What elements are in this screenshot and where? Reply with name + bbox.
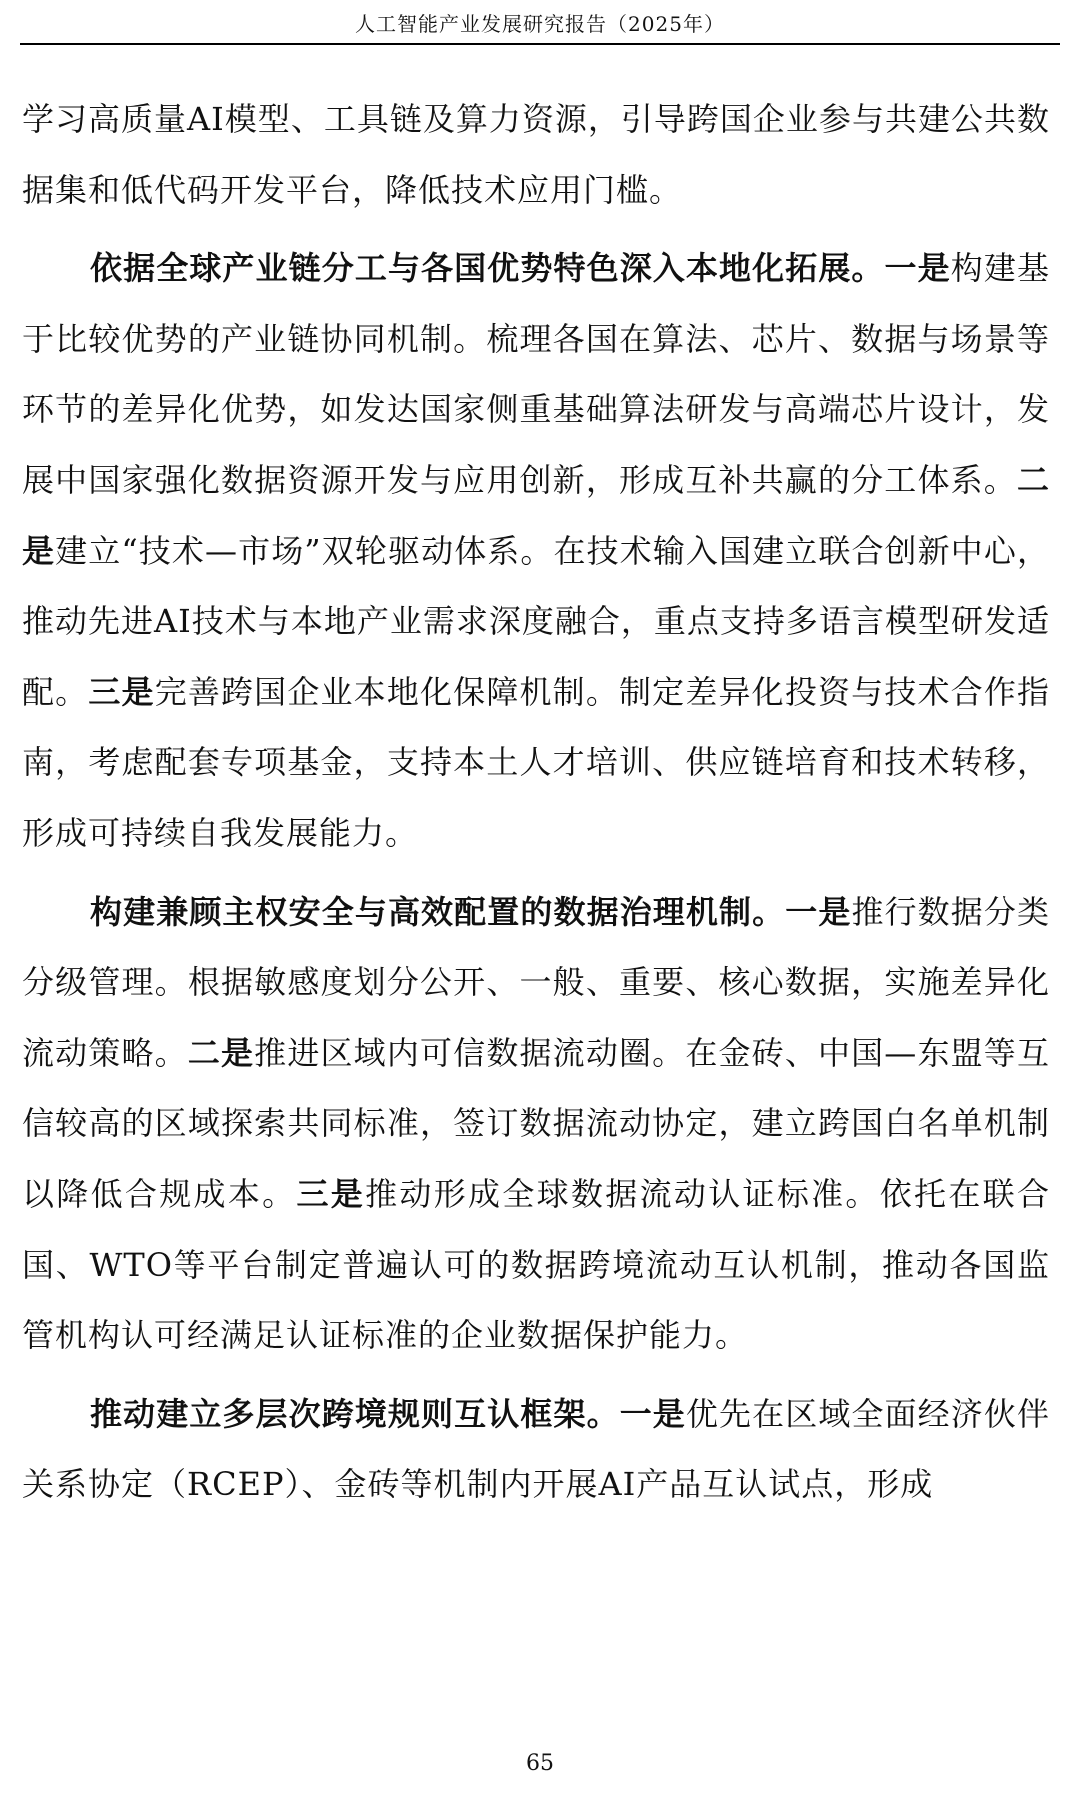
paragraph-mutual-recognition: [22, 1379, 1050, 1520]
text-run: 建立“技术—市场”双轮驱动体系。在技术输入国建立联合创新中心，推动先进AI技术与本地产业需求深度融合，重点支持多语言模型研发适配。: [22, 531, 1050, 711]
text-run: 优先在区域全面经济伙伴关系协定（RCEP）、金砖等机制内开展AI产品互认试点，形成: [22, 1394, 1050, 1504]
enum-marker: 一是: [785, 892, 852, 931]
paragraph-heading: 推动建立多层次跨境规则互认框架。: [90, 1394, 620, 1433]
page-number: 65: [526, 1751, 554, 1776]
enum-marker: 三是: [296, 1174, 366, 1213]
running-header: 人工智能产业发展研究报告（2025年）: [355, 12, 725, 36]
paragraph-heading: 构建兼顾主权安全与高效配置的数据治理机制。: [90, 892, 786, 931]
text-run: 推进区域内可信数据流动圈。在金砖、中国—东盟等互信较高的区域探索共同标准，签订数据流动协定，建立跨国白名单机制以降低合规成本。: [22, 1033, 1050, 1213]
enum-marker: 一是: [884, 249, 951, 288]
text-run: 推行数据分类分级管理。根据敏感度划分公开、一般、重要、核心数据，实施差异化流动策略。: [22, 892, 1050, 1072]
enum-marker: 三是: [88, 672, 155, 711]
enum-marker: 一是: [619, 1394, 686, 1433]
text-run: 构建基于比较优势的产业链协同机制。梳理各国在算法、芯片、数据与场景等环节的差异化优势，如发达国家侧重基础算法研发与高端芯片设计，发展中国家强化数据资源开发与应用创新，形成互补共赢的分工体系。: [22, 249, 1050, 499]
header-rule: [20, 43, 1060, 45]
paragraph-heading: 依据全球产业链分工与各国优势特色深入本地化拓展。: [90, 249, 885, 288]
paragraph-localization: [22, 233, 1050, 868]
text-run: 学习高质量AI模型、工具链及算力资源，引导跨国企业参与共建公共数据集和低代码开发平台，降低技术应用门槛。: [22, 100, 1050, 209]
body-text: [22, 84, 1050, 1528]
paragraph-continuation: [22, 84, 1050, 225]
paragraph-data-governance: [22, 877, 1050, 1371]
text-run: 完善跨国企业本地化保障机制。制定差异化投资与技术合作指南，考虑配套专项基金，支持本土人才培训、供应链培育和技术转移，形成可持续自我发展能力。: [22, 672, 1050, 852]
enum-marker: 二是: [22, 460, 1050, 570]
enum-marker: 二是: [187, 1033, 255, 1072]
text-run: 推动形成全球数据流动认证标准。依托在联合国、WTO等平台制定普遍认可的数据跨境流动互认机制，推动各国监管机构认可经满足认证标准的企业数据保护能力。: [22, 1174, 1050, 1355]
